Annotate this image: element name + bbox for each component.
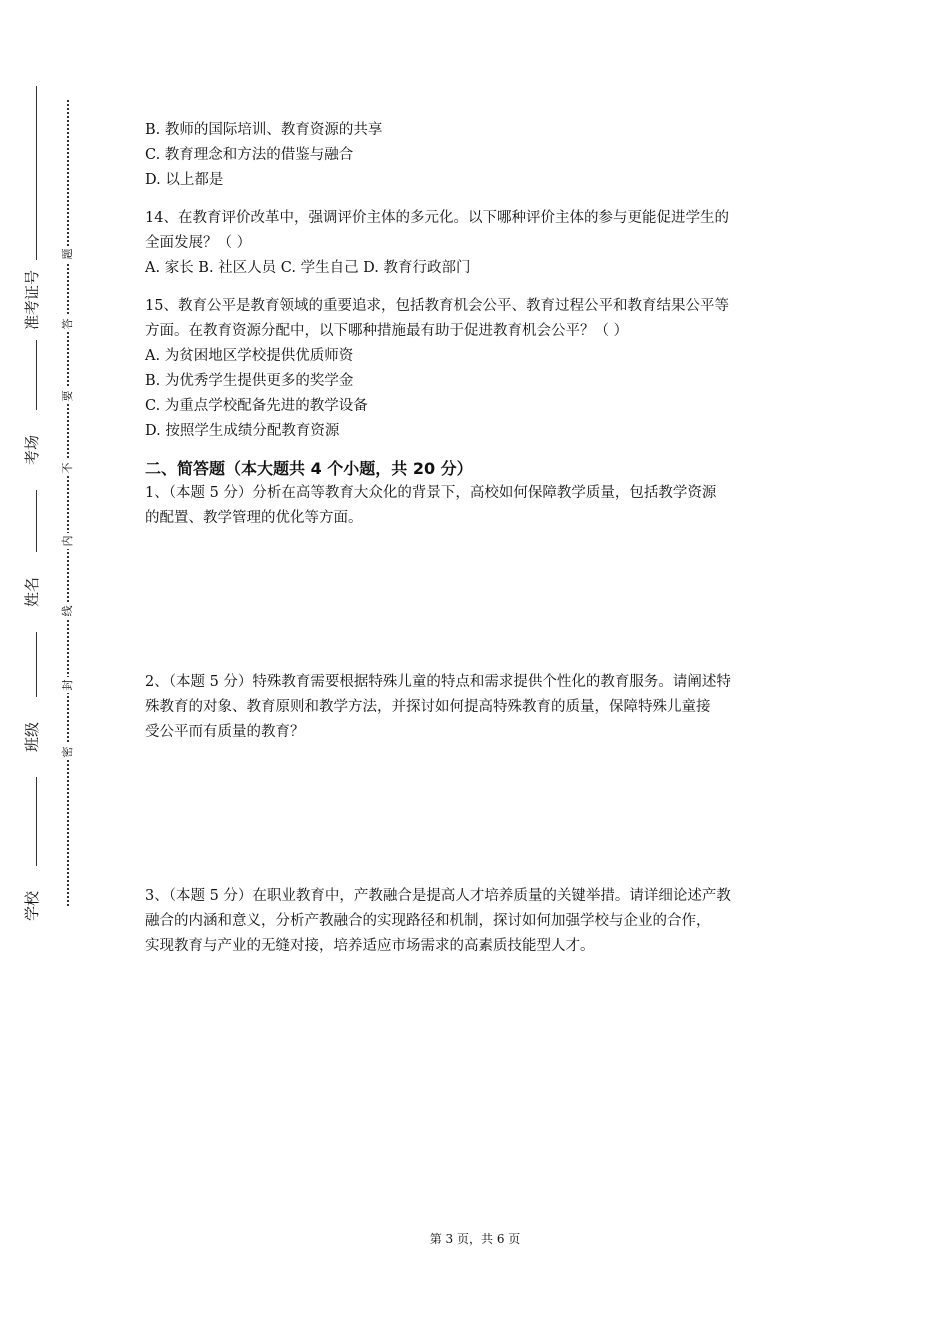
sa1-text: 的配置、教学管理的优化等方面。 xyxy=(145,510,363,526)
margin-solid-line xyxy=(36,86,37,924)
q13-option-d: D. 以上都是 xyxy=(145,172,224,188)
page-number: 第 3 页，共 6 页 xyxy=(429,1232,521,1246)
sa3-text: 实现教育与产业的无缝对接，培养适应市场需求的高素质技能型人才。 xyxy=(145,938,595,954)
seal-char: 题 xyxy=(60,246,76,262)
sa1-text: 1、（本题 5 分）分析在高等教育大众化的背景下，高校如何保障教学质量，包括教学资源 xyxy=(145,485,717,501)
sa2-text: 2、（本题 5 分）特殊教育需要根据特殊儿童的特点和需求提供个性化的教育服务。请阐述特 xyxy=(145,674,731,690)
q14-stem: 14、在教育评价改革中，强调评价主体的多元化。以下哪种评价主体的参与更能促进学生的 xyxy=(145,210,729,226)
q15-option-b: B. 为优秀学生提供更多的奖学金 xyxy=(145,373,354,389)
exam-id-label: 准考证号 xyxy=(22,260,42,340)
short-answer-1 xyxy=(145,481,813,531)
answer-space xyxy=(145,531,813,670)
short-answer-3 xyxy=(145,884,813,959)
short-answer-2 xyxy=(145,670,813,745)
seal-char: 封 xyxy=(60,677,76,693)
question-15 xyxy=(145,294,813,444)
seal-char: 不 xyxy=(60,460,76,476)
q13-option-c: C. 教育理念和方法的借鉴与融合 xyxy=(145,147,354,163)
question-13-options xyxy=(145,118,813,193)
seal-char: 线 xyxy=(60,603,76,619)
seal-dotted-line xyxy=(67,100,69,906)
sa2-text: 殊教育的对象、教育原则和教学方法，并探讨如何提高特殊教育的质量，保障特殊儿童接 xyxy=(145,699,711,715)
q15-option-c: C. 为重点学校配备先进的教学设备 xyxy=(145,398,368,414)
sa3-text: 融合的内涵和意义，分析产教融合的实现路径和机制，探讨如何加强学校与企业的合作， xyxy=(145,913,711,929)
seal-char: 内 xyxy=(60,533,76,549)
room-label: 考场 xyxy=(22,410,42,490)
q15-stem: 方面。在教育资源分配中，以下哪种措施最有助于促进教育机会公平？（ ） xyxy=(145,323,629,339)
seal-char: 答 xyxy=(60,316,76,332)
seal-char: 要 xyxy=(60,388,76,404)
school-label: 学校 xyxy=(22,866,42,946)
class-label: 班级 xyxy=(22,697,42,777)
q15-option-d: D. 按照学生成绩分配教育资源 xyxy=(145,423,340,439)
q14-stem: 全面发展？（ ） xyxy=(145,235,252,251)
q14-options: A. 家长 B. 社区人员 C. 学生自己 D. 教育行政部门 xyxy=(145,260,471,276)
sa2-text: 受公平而有质量的教育？ xyxy=(145,724,305,740)
q15-option-a: A. 为贫困地区学校提供优质师资 xyxy=(145,348,354,364)
name-label: 姓名 xyxy=(22,552,42,632)
q13-option-b: B. 教师的国际培训、教育资源的共享 xyxy=(145,122,383,138)
question-14 xyxy=(145,206,813,281)
q15-stem: 15、教育公平是教育领域的重要追求，包括教育机会公平、教育过程公平和教育结果公平等 xyxy=(145,298,729,314)
section-heading: 二、简答题（本大题共 4 个小题，共 20 分） xyxy=(145,459,473,478)
answer-space xyxy=(145,745,813,884)
seal-char: 密 xyxy=(60,744,76,760)
sa3-text: 3、（本题 5 分）在职业教育中，产教融合是提高人才培养质量的关键举措。请详细论述产教 xyxy=(145,888,731,904)
exam-content xyxy=(145,118,813,959)
